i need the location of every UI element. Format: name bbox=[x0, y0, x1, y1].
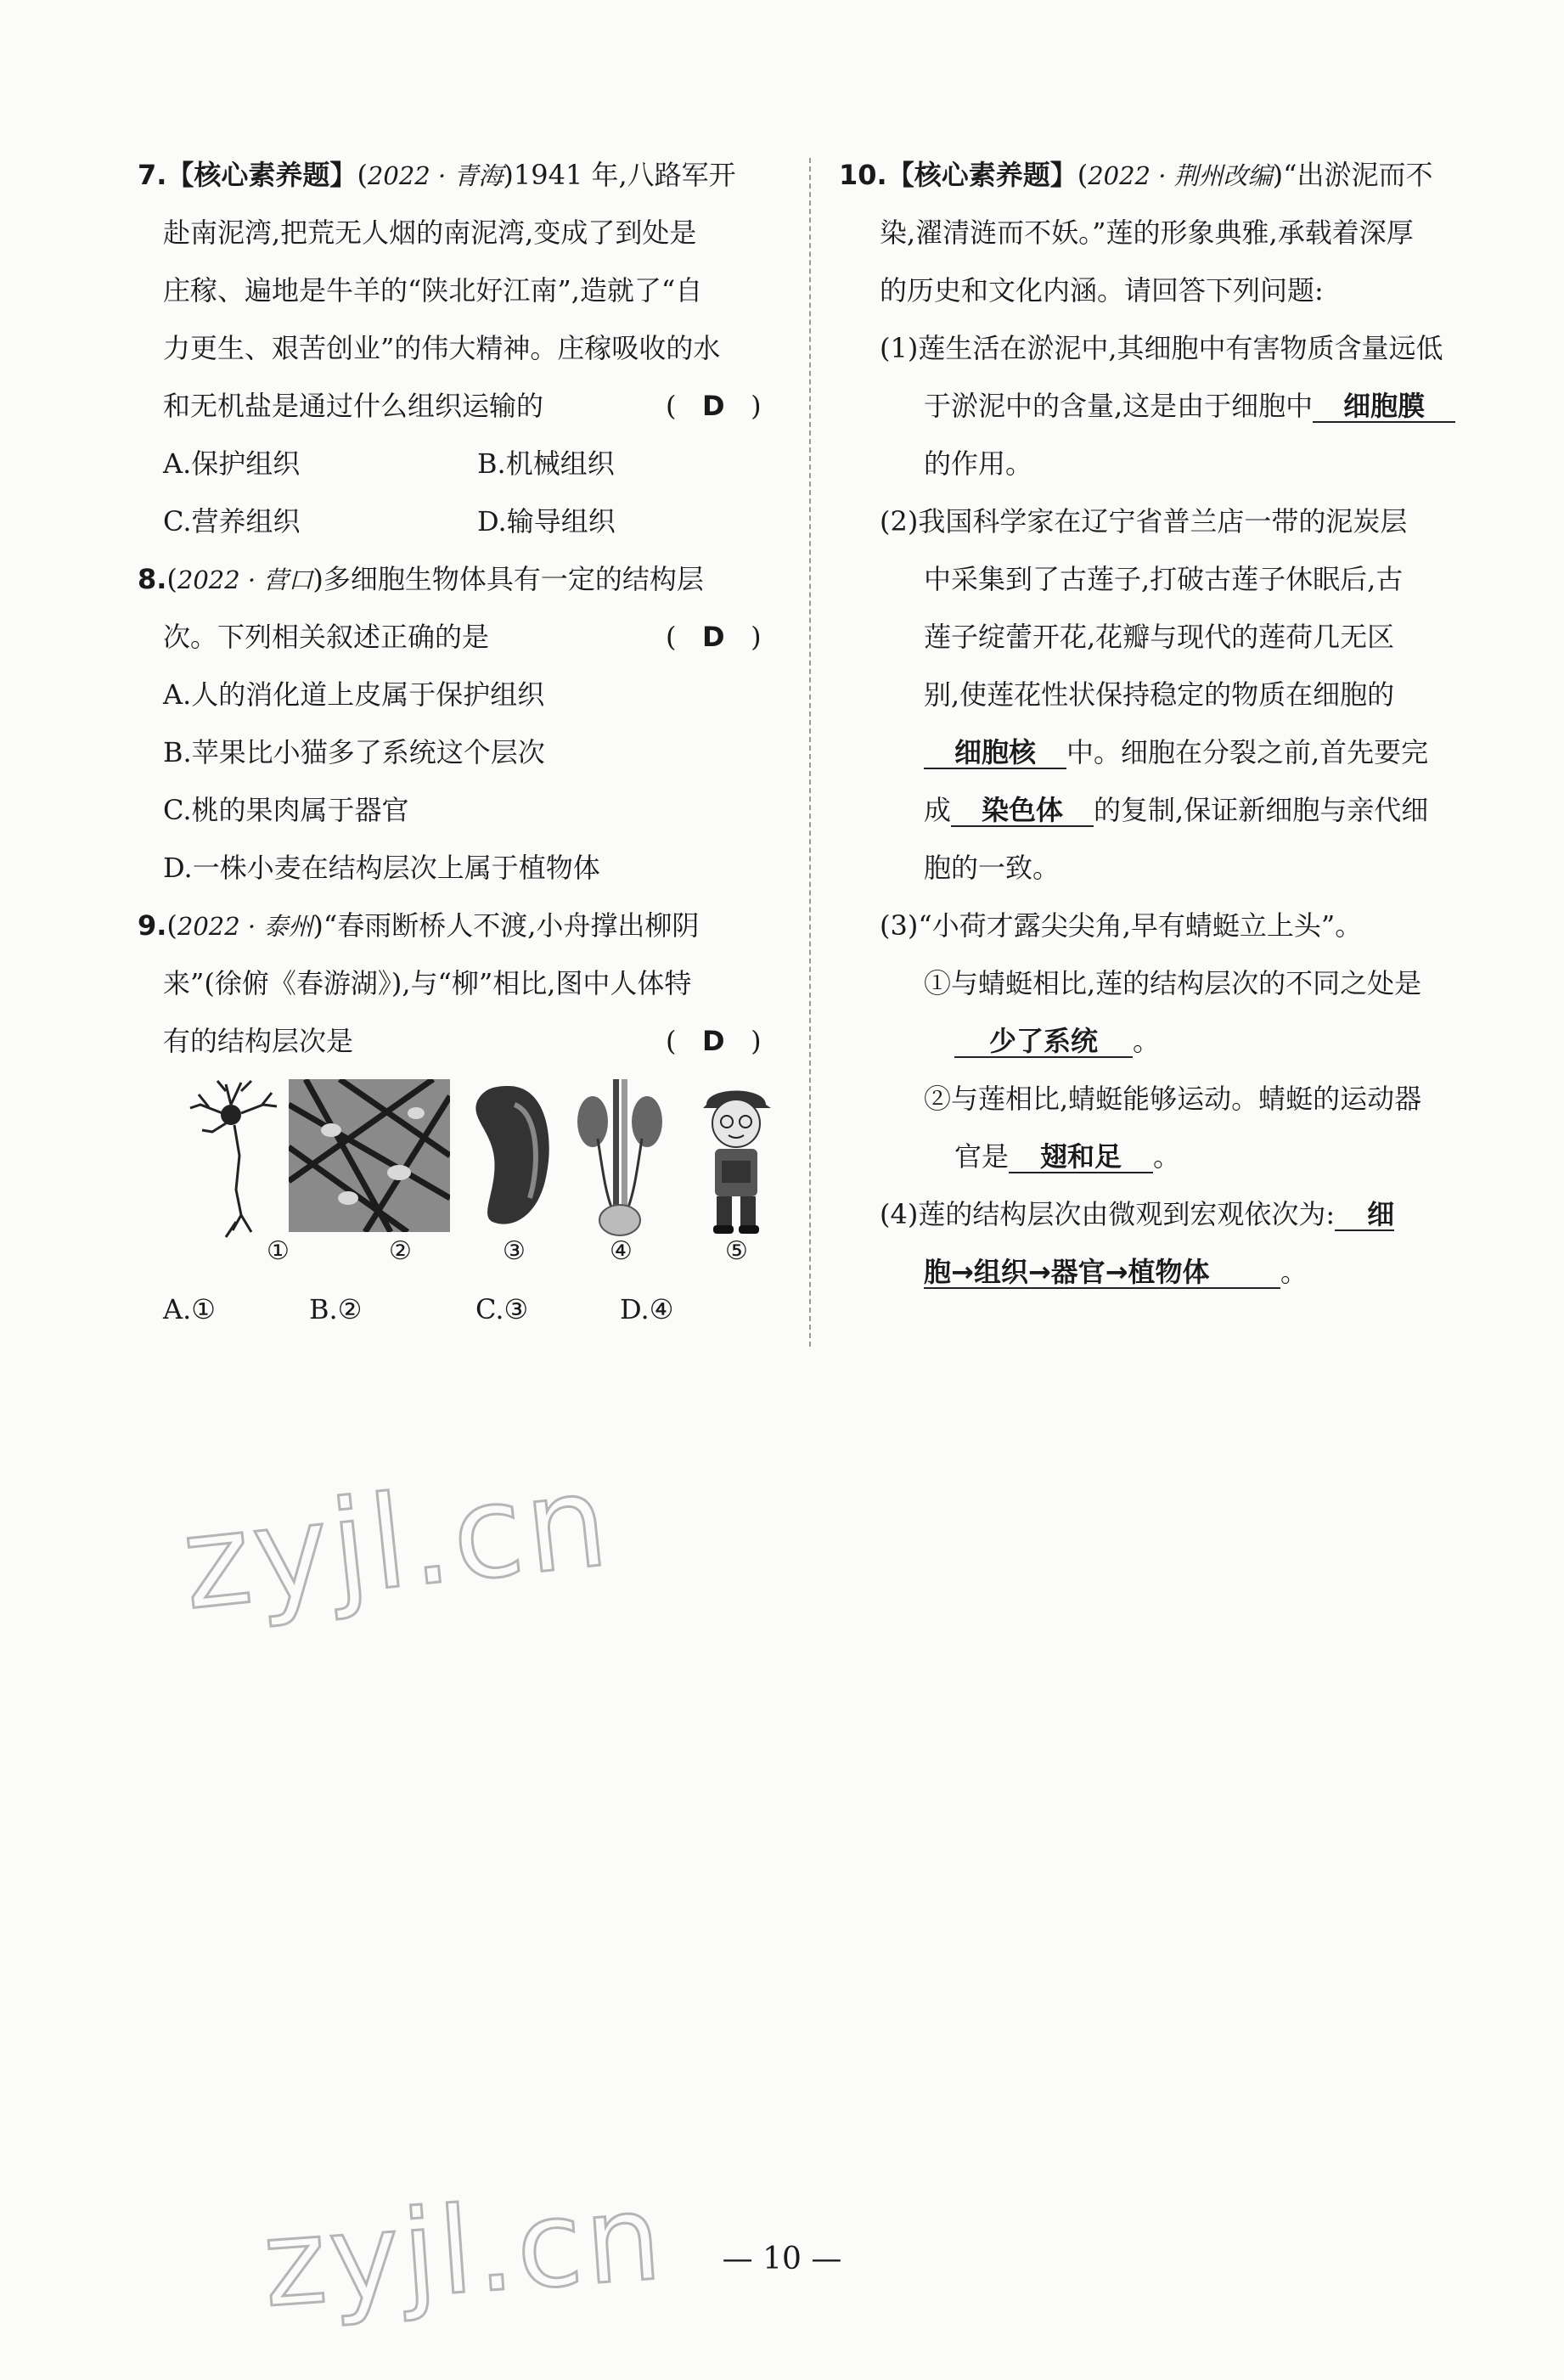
answer-blank: 细胞核 bbox=[924, 737, 1066, 769]
q10-part2-line: 中采集到了古莲子,打破古莲子休眠后,古 bbox=[924, 563, 1404, 595]
q9-text-line: 来”(徐俯《春游湖》),与“柳”相比,图中人体特 bbox=[163, 967, 692, 999]
q7-source: 2022 · 青海 bbox=[367, 161, 504, 190]
figure-label: ② bbox=[389, 1236, 412, 1266]
answer-blank: 染色体 bbox=[951, 795, 1094, 827]
q10-part2-line: 成 染色体 的复制,保证新细胞与亲代细 bbox=[924, 794, 1429, 826]
q7-option-d: D.输导组织 bbox=[477, 505, 616, 537]
q10-part3-line: ②与莲相比,蜻蜓能够运动。蜻蜓的运动器 bbox=[924, 1083, 1422, 1115]
q8-option-c: C.桃的果肉属于器官 bbox=[163, 794, 409, 826]
q7-option-b: B.机械组织 bbox=[477, 447, 615, 480]
q10-first-line: 10.【核心素养题】(2022 · 荆州改编)“出淤泥而不 bbox=[839, 159, 1433, 191]
q7-number: 7. bbox=[138, 159, 167, 191]
figure-label: ④ bbox=[610, 1236, 633, 1266]
q10-tag: 【核心素养题】 bbox=[886, 159, 1077, 191]
watermark: zyjl.cn bbox=[258, 2168, 669, 2335]
q8-option-b: B.苹果比小猫多了系统这个层次 bbox=[163, 736, 545, 768]
q8-number: 8. bbox=[138, 563, 167, 595]
q10-number: 10. bbox=[839, 159, 887, 191]
q9-option-c: C.③ bbox=[475, 1293, 529, 1325]
q9-answer: ( D ) bbox=[666, 1025, 762, 1057]
q9-number: 9. bbox=[138, 909, 167, 942]
watermark: zyjl.cn bbox=[176, 1447, 617, 1639]
tissue-figure bbox=[289, 1079, 450, 1232]
q7-text-line: 庄稼、遍地是牛羊的“陕北好江南”,造就了“自 bbox=[163, 274, 703, 307]
boy-figure bbox=[689, 1079, 783, 1241]
q7-first-line: 7.【核心素养题】(2022 · 青海)1941 年,八路军开 bbox=[138, 159, 736, 191]
q7-text-line: 和无机盐是通过什么组织运输的 bbox=[163, 390, 544, 422]
q7-answer: ( D ) bbox=[666, 390, 762, 422]
q8-source: 2022 · 营口 bbox=[177, 565, 313, 594]
q7-tag: 【核心素养题】 bbox=[166, 159, 357, 191]
q10-part1-line: 于淤泥中的含量,这是由于细胞中 细胞膜 bbox=[924, 389, 1455, 423]
page-number: — 10 — bbox=[722, 2242, 842, 2276]
answer-blank: 细胞膜 bbox=[1313, 391, 1455, 423]
q7-text-line: 力更生、艰苦创业”的伟大精神。庄稼吸收的水 bbox=[163, 332, 721, 364]
q9-text-line: “春雨断桥人不渡,小舟撑出柳阴 bbox=[323, 909, 700, 942]
q7-option-c: C.营养组织 bbox=[163, 505, 301, 537]
neuron-figure bbox=[188, 1079, 282, 1241]
q10-part3-line: ①与蜻蜓相比,莲的结构层次的不同之处是 bbox=[924, 967, 1422, 999]
q8-option-d: D.一株小麦在结构层次上属于植物体 bbox=[163, 852, 600, 884]
q10-part2-line: 莲子绽蕾开花,花瓣与现代的莲荷几无区 bbox=[924, 621, 1395, 653]
q8-text-line: 次。下列相关叙述正确的是 bbox=[163, 621, 490, 653]
q8-first-line: 8.(2022 · 营口)多细胞生物体具有一定的结构层 bbox=[138, 563, 704, 595]
q9-first-line: 9.(2022 · 泰州)“春雨断桥人不渡,小舟撑出柳阴 bbox=[138, 909, 700, 942]
answer-blank: 胞→组织→器官→植物体 bbox=[924, 1257, 1280, 1289]
q10-part3-line: 少了系统 。 bbox=[954, 1024, 1160, 1058]
q10-part2-line: (2)我国科学家在辽宁省普兰店一带的泥炭层 bbox=[880, 505, 1408, 537]
q8-answer: ( D ) bbox=[666, 621, 762, 653]
q9-text-line: 有的结构层次是 bbox=[163, 1025, 354, 1057]
q10-intro-line: 染,濯清涟而不妖。”莲的形象典雅,承载着深厚 bbox=[880, 217, 1414, 249]
q10-source: 2022 · 荆州改编 bbox=[1088, 161, 1273, 190]
q7-text-line: 1941 年,八路军开 bbox=[513, 159, 736, 191]
q10-part4-line: 胞→组织→器官→植物体 。 bbox=[924, 1256, 1308, 1288]
q9-figures bbox=[188, 1079, 783, 1266]
q8-text-line: 多细胞生物体具有一定的结构层 bbox=[323, 563, 704, 595]
q9-option-b: B.② bbox=[309, 1293, 363, 1325]
q8-option-a: A.人的消化道上皮属于保护组织 bbox=[163, 678, 545, 711]
q10-part2-line: 别,使莲花性状保持稳定的物质在细胞的 bbox=[924, 678, 1395, 711]
q9-option-d: D.④ bbox=[620, 1293, 674, 1325]
figure-label: ⑤ bbox=[725, 1236, 748, 1266]
q10-intro-line: “出淤泥而不 bbox=[1283, 159, 1433, 191]
kidney-figure bbox=[462, 1079, 555, 1232]
q10-part1-line: 的作用。 bbox=[924, 447, 1033, 480]
q7-text-line: 赴南泥湾,把荒无人烟的南泥湾,变成了到处是 bbox=[163, 217, 697, 249]
q10-part4-line: (4)莲的结构层次由微观到宏观依次为: 细 bbox=[880, 1198, 1395, 1230]
figure-label: ① bbox=[267, 1236, 290, 1266]
answer-blank: 细 bbox=[1335, 1199, 1394, 1231]
q9-source: 2022 · 泰州 bbox=[177, 912, 313, 941]
q10-part1-line: (1)莲生活在淤泥中,其细胞中有害物质含量远低 bbox=[880, 332, 1443, 364]
q10-part3-line: 官是 翅和足 。 bbox=[954, 1140, 1181, 1173]
q9-option-a: A.① bbox=[163, 1293, 216, 1325]
answer-blank: 翅和足 bbox=[1009, 1141, 1153, 1173]
urinary-system-figure bbox=[569, 1079, 671, 1241]
q10-part3-line: (3)“小荷才露尖尖角,早有蜻蜓立上头”。 bbox=[880, 909, 1363, 942]
q10-part2-line: 胞的一致。 bbox=[924, 852, 1060, 884]
answer-blank: 少了系统 bbox=[954, 1026, 1133, 1058]
q10-intro-line: 的历史和文化内涵。请回答下列问题: bbox=[880, 274, 1324, 307]
column-divider bbox=[809, 158, 811, 1347]
figure-label: ③ bbox=[503, 1236, 526, 1266]
q10-part2-line: 细胞核 中。细胞在分裂之前,首先要完 bbox=[924, 735, 1428, 769]
q7-option-a: A.保护组织 bbox=[163, 447, 301, 480]
